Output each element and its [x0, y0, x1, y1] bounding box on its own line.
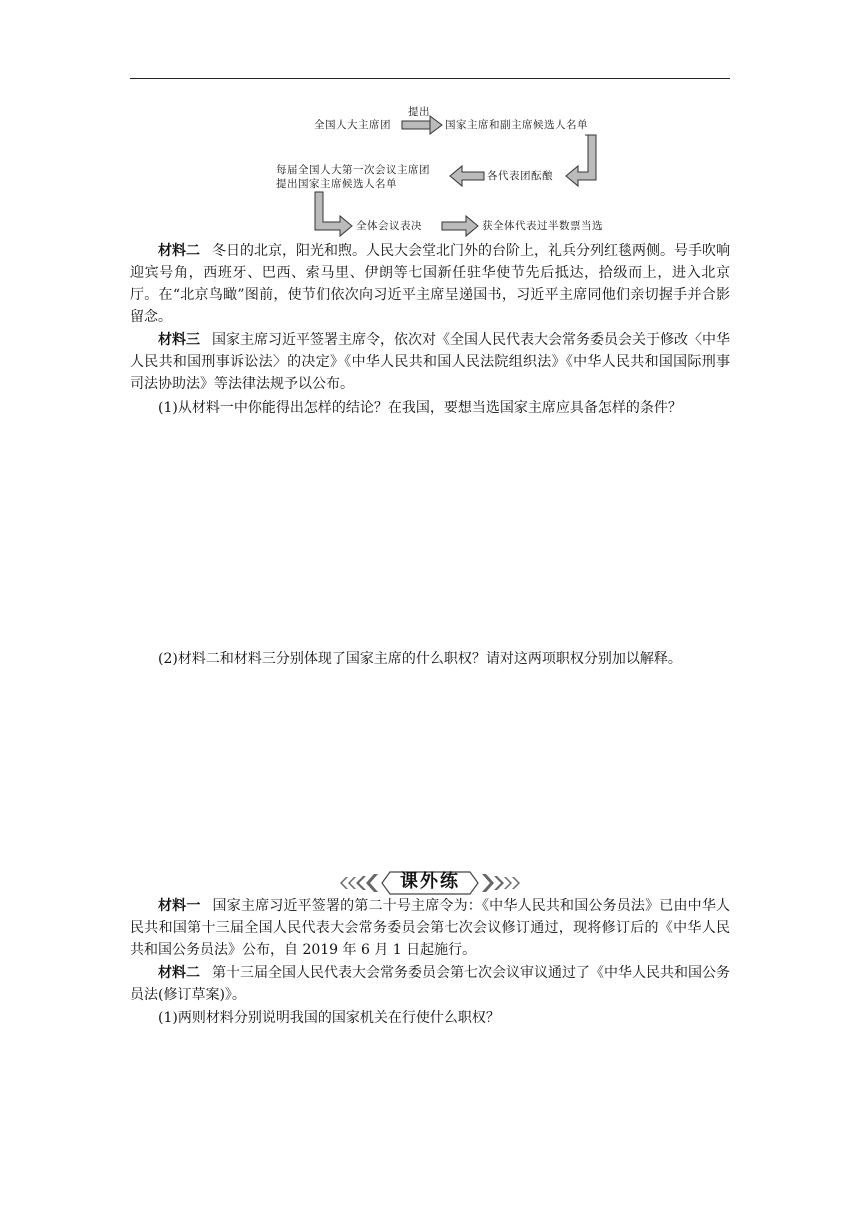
- ex-material-one-text: 国家主席习近平签署的第二十号主席令为：《中华人民共和国公务员法》已由中华人民共和国第十三届全国人民代表大会常务委员会第七次会议修订通过，现将修订后的《中华人民共和国公务员法》公布，自 2019 年 6 月 1 日起施行。: [130, 898, 731, 958]
- arrow-to-elected: [442, 216, 478, 236]
- ex-question-1: (1)两则材料分别说明我国的国家机关在行使什么职权？: [158, 1010, 500, 1026]
- node-presidium: 全国人大主席团: [314, 119, 391, 131]
- material-three-text: 国家主席习近平签署主席令，依次对《全国人民代表大会常务委员会关于修改〈中华人民共和国刑事诉讼法〉的决定》《中华人民共和国人民法院组织法》《中华人民共和国国际刑事司法协助法》等法律法规予以公布。: [130, 332, 730, 392]
- arrow-to-deliberate: [566, 135, 596, 186]
- node-nominate-line2: 提出国家主席候选人名单: [276, 178, 397, 190]
- section-title: 课外练: [400, 871, 460, 892]
- arrow-to-nominate: [450, 166, 484, 186]
- arrow-to-vote: [315, 192, 352, 236]
- edge-label-propose: 提出: [408, 106, 430, 118]
- flow-arrows: [0, 0, 860, 240]
- material-two-lead: 材料二: [158, 243, 200, 259]
- question-1: (1)从材料一中你能得出怎样的结论？在我国，要想当选国家主席应具备怎样的条件？: [158, 400, 682, 416]
- ex-material-one-lead: 材料一: [158, 898, 201, 914]
- node-nominate-line1: 每届全国人大第一次会议主席团: [276, 164, 430, 176]
- node-elected-majority: 获全体代表过半数票当选: [482, 220, 603, 232]
- node-delegations-deliberate: 各代表团酝酿: [487, 170, 553, 182]
- node-plenary-vote: 全体会议表决: [356, 220, 422, 232]
- ex-material-two-lead: 材料二: [158, 965, 200, 981]
- material-two-text: 冬日的北京，阳光和煦。人民大会堂北门外的台阶上，礼兵分列红毯两侧。号手吹响迎宾号角，西班牙、巴西、索马里、伊朗等七国新任驻华使节先后抵达，拾级而上，进入北京厅。在“北京鸟瞰”图前，使节们依次向习近平主席呈递国书，习近平主席同他们亲切握手并合影留念。: [130, 243, 730, 325]
- question-2: (2)材料二和材料三分别体现了国家主席的什么职权？请对这两项职权分别加以解释。: [158, 651, 682, 667]
- ex-material-two: [130, 962, 730, 1006]
- material-three-lead: 材料三: [158, 332, 200, 348]
- material-two: [130, 240, 730, 328]
- ex-material-one: [130, 895, 730, 961]
- top-rule: [130, 78, 730, 79]
- material-three: [130, 329, 730, 395]
- node-candidate-list: 国家主席和副主席候选人名单: [445, 119, 588, 131]
- ex-material-two-text: 第十三届全国人民代表大会常务委员会第七次会议审议通过了《中华人民共和国公务员法(修订草案)》。: [130, 965, 730, 1003]
